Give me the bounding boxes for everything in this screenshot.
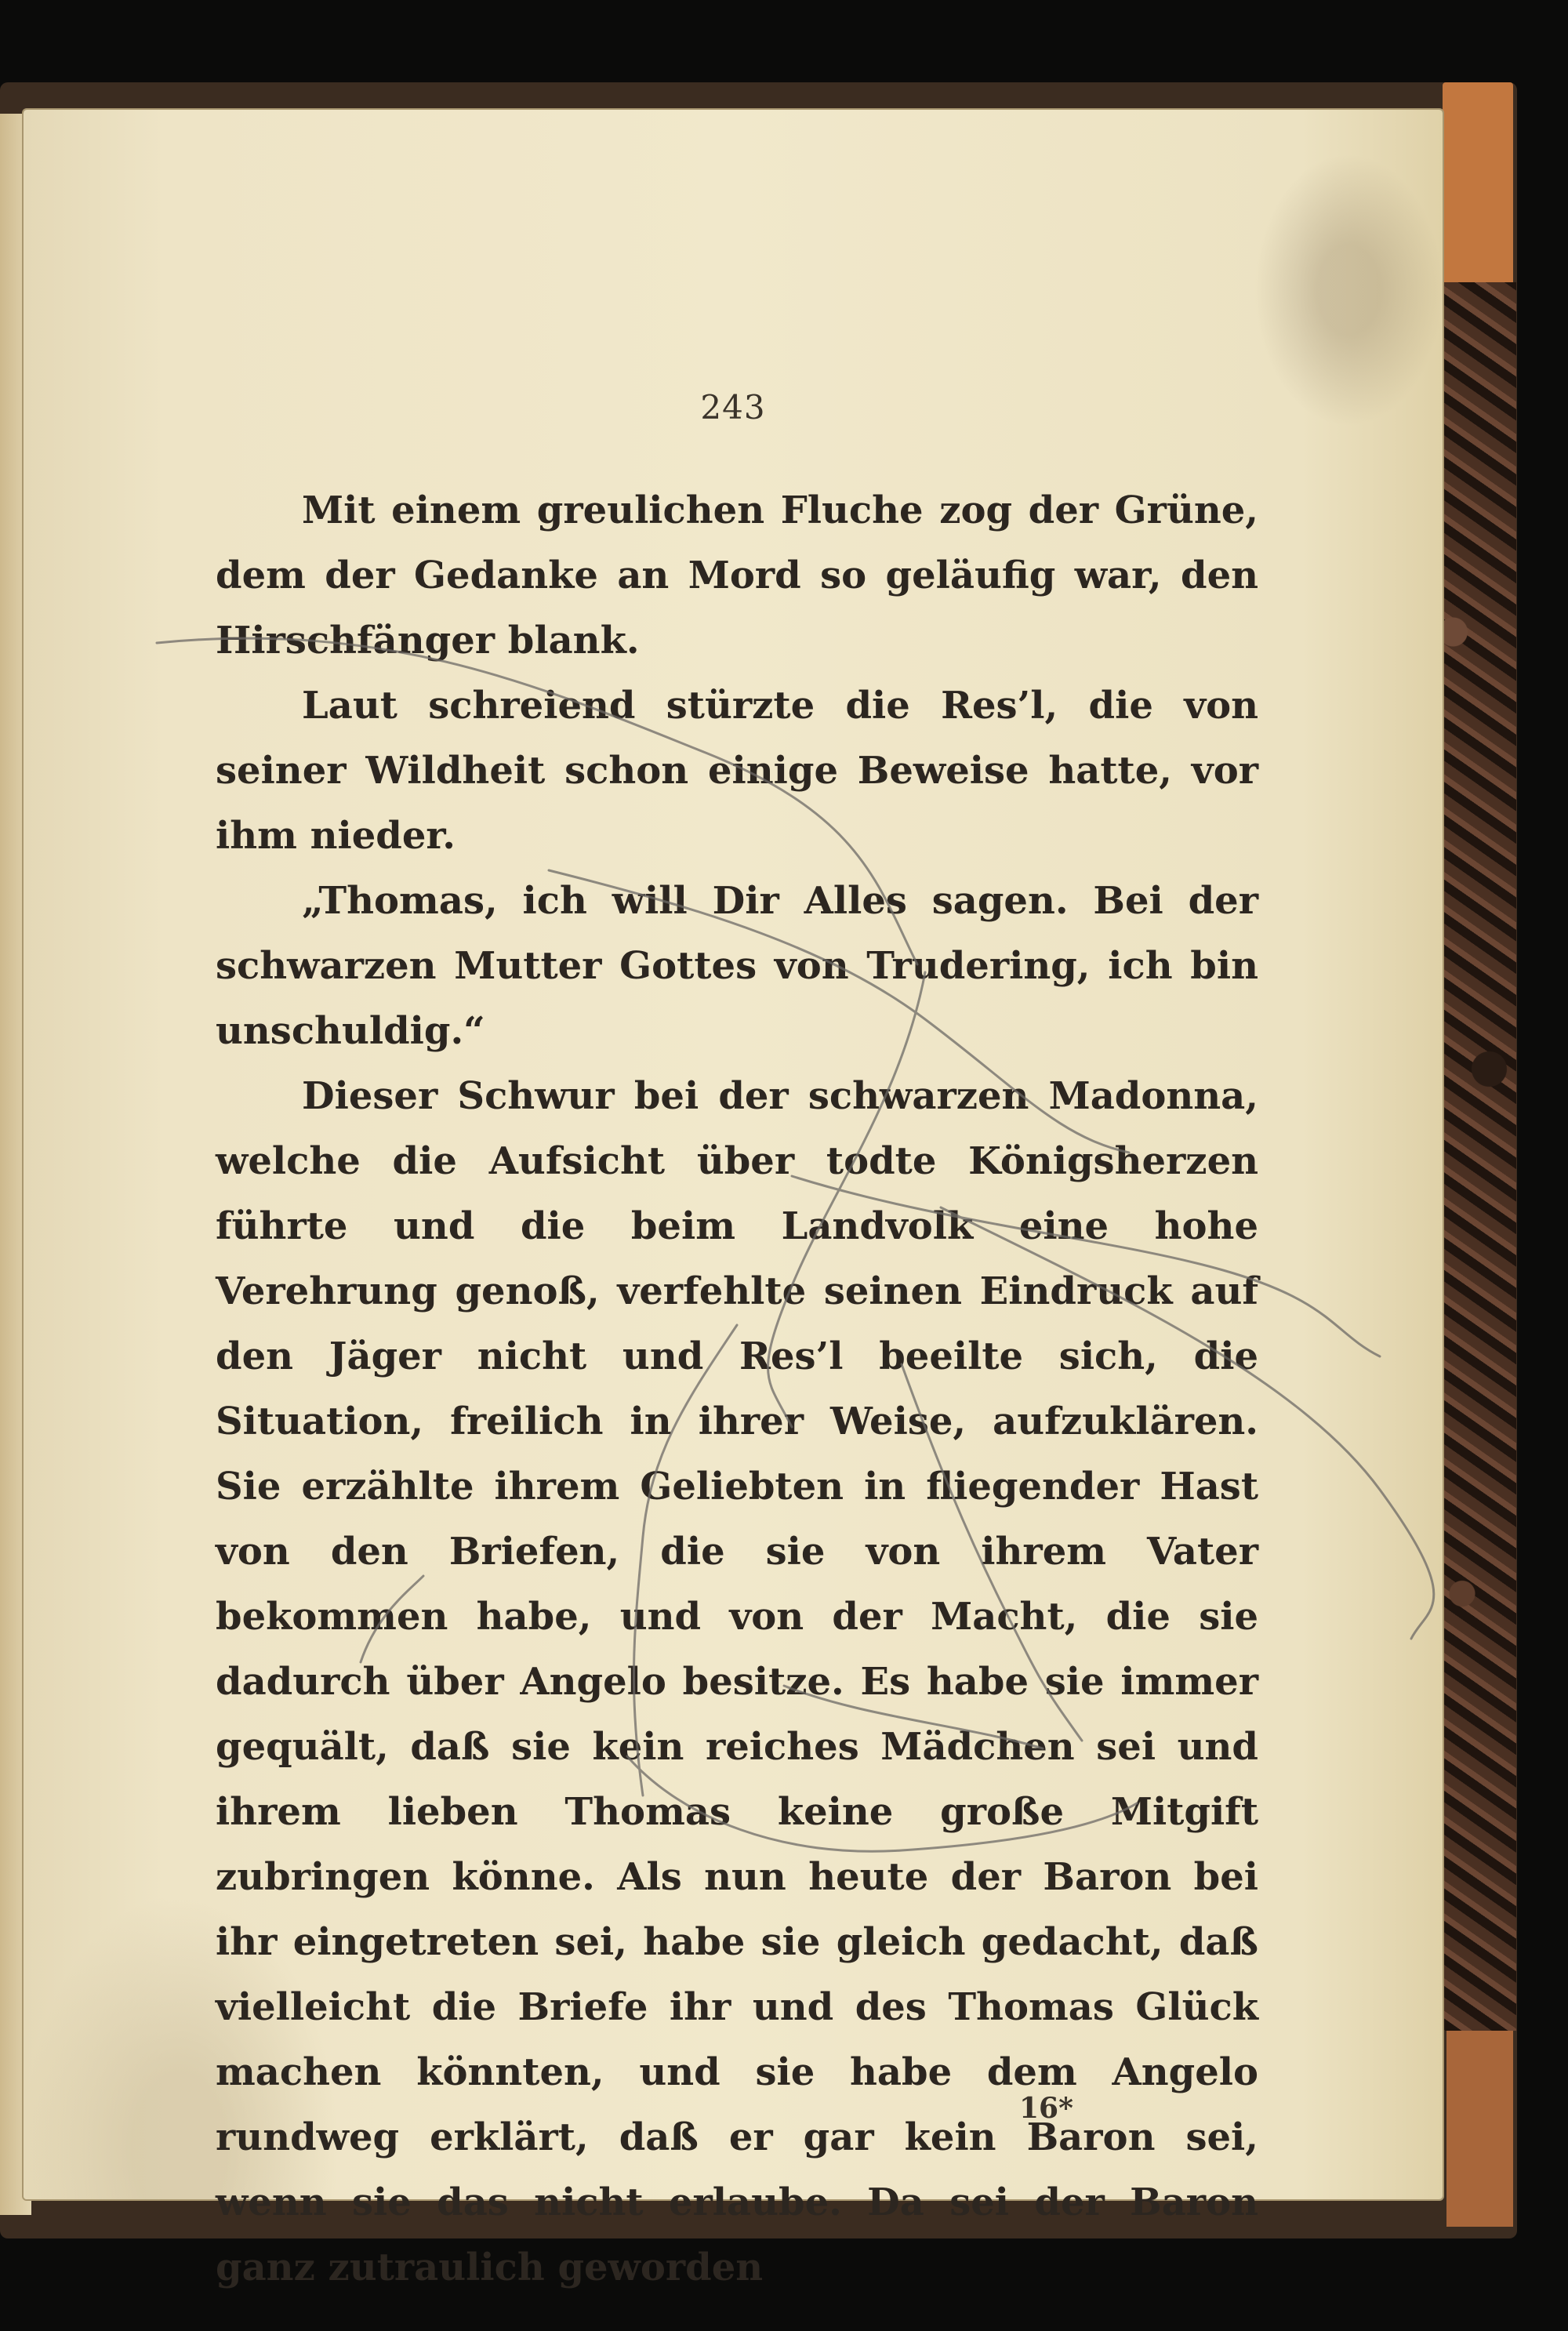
spine-leather-bottom [1446,2031,1513,2227]
paragraph-2: Laut schreiend stürzte die Res’l, die von seiner Wildheit schon einige Beweise hatte, vor ihm nieder. [216,684,1258,858]
book-page [24,110,1443,2289]
signature-mark: 16* [1019,2092,1073,2125]
page-number: 243 [700,388,766,427]
spine-leather-top [1443,82,1513,294]
page-body-text [216,478,1258,2300]
paragraph-1: Mit einem greulichen Fluche zog der Grüne, dem der Gedanke an Mord so geläufig war, den Hirschfänger blank. [216,488,1258,663]
paragraph-4: Dieser Schwur bei der schwarzen Madonna, welche die Aufsicht über todte Königsherzen führte und die beim Landvolk eine hohe Verehrung genoß, verfehlte seinen Eindruck auf den Jäger nicht und Res’l beeilte sich, die Situation, freilich in ihrer Weise, aufzuklären. Sie erzählte ihrem Geliebten in fliegender Hast von den Briefen, die sie von ihrem Vater bekommen habe, und von der Macht, die sie dadurch über Angelo besitze. Es habe sie immer gequält, daß sie kein reiches Mädchen sei und ihrem lieben Thomas keine große Mitgift zubringen könne. Als nun heute der Baron bei ihr eingetreten sei, habe sie gleich gedacht, daß vielleicht die Briefe ihr und des Thomas Glück machen könnten, und sie habe dem Angelo rundweg erklärt, daß er gar kein Baron sei, wenn sie das nicht erlaube. Da sei der Baron ganz zutraulich geworden [216,1074,1258,2289]
paragraph-3: „Thomas, ich will Dir Alles sagen. Bei der schwarzen Mutter Gottes von Trudering, ich bin unschuldig.“ [216,879,1258,1053]
